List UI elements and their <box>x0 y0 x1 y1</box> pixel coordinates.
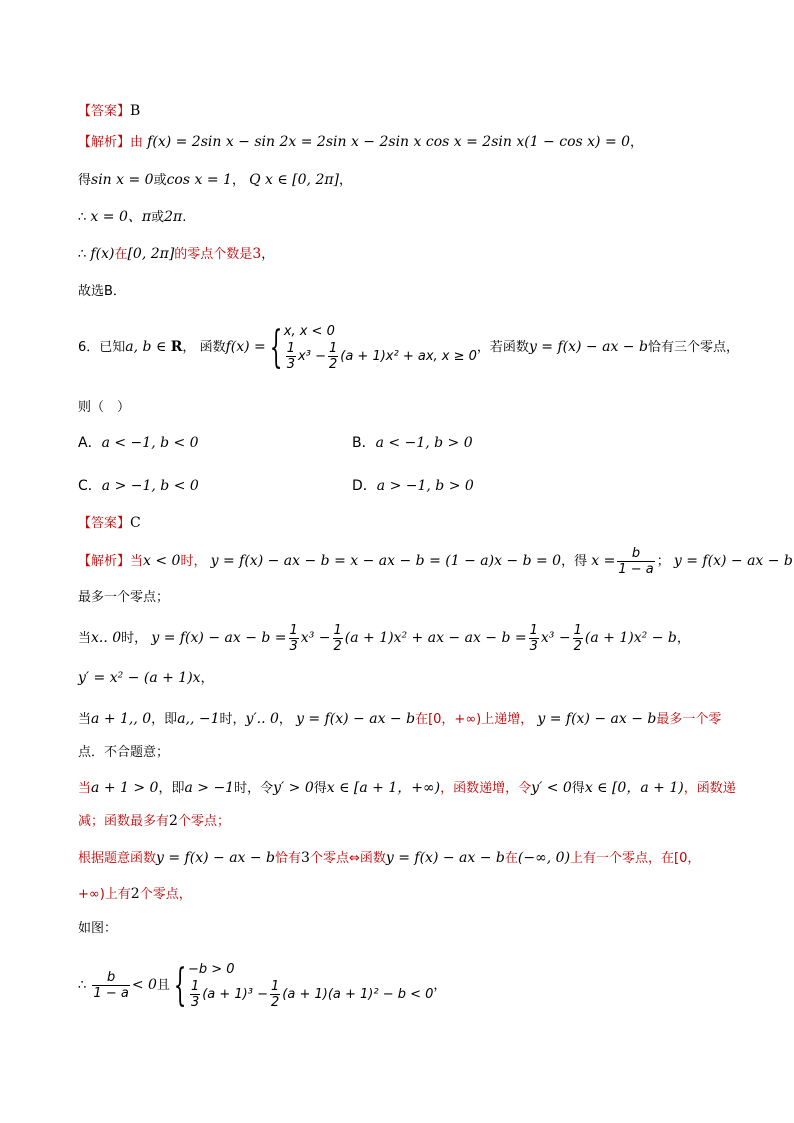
text: ， <box>231 173 245 188</box>
equation: x = 0、 <box>90 209 142 225</box>
text: 个零点⇔函数 <box>309 851 386 866</box>
fraction-num: 1 <box>286 341 296 356</box>
text: 恰有三个零点， <box>647 340 739 355</box>
text: 或 <box>153 173 167 188</box>
equation: (a + 1)x² − b <box>584 630 677 646</box>
q6-analysis-line2: 最多一个零点； <box>78 590 170 605</box>
text: ； <box>656 554 670 569</box>
text: . <box>182 210 187 225</box>
equation: f(x) = <box>225 339 266 355</box>
option-a[interactable] <box>78 433 199 453</box>
text: 且 <box>156 978 170 993</box>
piecewise-cases <box>284 323 477 372</box>
text: ， <box>630 135 644 150</box>
number: 3 <box>252 246 262 262</box>
equation: y′ < 0 <box>531 780 572 796</box>
q6-analysis-line1 <box>78 543 793 580</box>
equation: x < 0 <box>143 553 181 569</box>
q6-analysis-line5 <box>78 709 721 730</box>
text: 得 <box>78 173 92 188</box>
option-c[interactable] <box>78 476 199 496</box>
equation: < 0 <box>131 977 157 993</box>
text: ， <box>182 340 196 355</box>
therefore-symbol: ∴ <box>78 210 87 225</box>
fraction-den: 2 <box>271 995 280 1010</box>
number: 3 <box>301 850 310 866</box>
text: ， <box>676 631 690 646</box>
equation: y = f(x) − ax − b <box>156 850 276 866</box>
text: 由 <box>130 135 144 150</box>
text: 函数 <box>199 340 226 355</box>
q5-answer-line <box>78 101 140 122</box>
text: 当 <box>78 781 92 796</box>
equation: a,, −1 <box>177 711 220 727</box>
text: ，即 <box>158 781 185 796</box>
text: 个零点； <box>177 814 230 829</box>
equation: cos x = 1 <box>166 172 232 188</box>
text: ，得 <box>561 554 588 569</box>
q6-analysis-line10 <box>78 884 192 905</box>
analysis-tag: 【解析】 <box>78 554 131 569</box>
fraction-den: 1 − a <box>93 986 129 1001</box>
text: x³ − <box>298 349 326 364</box>
equation: x ∈ [0，a + 1) <box>584 780 684 796</box>
option-label: C． <box>78 478 102 494</box>
case-1: x, x < 0 <box>283 324 335 339</box>
option-b[interactable] <box>352 433 473 453</box>
option-label: D． <box>352 478 377 494</box>
text: 在[0，+∞)上递增， <box>415 712 534 727</box>
equation: x ∈ [a + 1，+∞) <box>326 780 441 796</box>
equation: a + 1,, 0 <box>91 711 152 727</box>
text: ， <box>200 671 214 686</box>
system-cases <box>188 961 433 1010</box>
text: 恰有 <box>275 851 302 866</box>
equation: y = f(x) − ax − b <box>673 553 793 569</box>
text: (a + 1)³ − <box>202 987 268 1002</box>
text: 时， <box>180 554 207 569</box>
equation: y′ > 0 <box>273 780 314 796</box>
number: 2 <box>169 813 178 829</box>
option-d[interactable] <box>352 476 474 496</box>
q6-analysis-line3: 当x.. 0时， y = f(x) − ax − b = $\frac{1}{3}$ x³ − $\frac{1}{2}$ (a + 1)x² + ax − ax − b = $\frac{1}{3}$ x³ − $\frac{1}{2}$ (a + 1)x² − b， <box>78 623 690 654</box>
left-brace-icon: { <box>173 959 187 1011</box>
case-2 <box>188 979 433 1010</box>
text: 时， <box>219 712 246 727</box>
left-brace-icon: { <box>269 321 283 373</box>
equation: 2π <box>164 209 183 225</box>
q6-analysis-line12 <box>78 955 446 1016</box>
q5-analysis-line1 <box>78 132 643 153</box>
fraction-num: 1 <box>190 979 200 994</box>
text: 在 <box>504 851 518 866</box>
equation: f(x) <box>90 246 115 262</box>
equation: sin x = 0 <box>91 172 154 188</box>
text: ， <box>433 978 447 993</box>
case-2 <box>284 341 477 372</box>
q5-analysis-line4 <box>78 244 274 265</box>
text: (a + 1)(a + 1)² − b < 0 <box>282 987 434 1002</box>
text: 根据题意函数 <box>78 851 157 866</box>
q5-conclusion: 故选B． <box>78 284 126 299</box>
equation: Q x ∈ [0, 2π] <box>249 172 340 188</box>
answer-tag: 【答案】 <box>78 104 131 119</box>
equation: a > −1 <box>184 780 235 796</box>
text: 得 <box>313 781 327 796</box>
text: 当 <box>78 631 92 646</box>
equation: x = <box>591 553 616 569</box>
text: ，若函数 <box>476 340 529 355</box>
equation: x.. 0 <box>91 630 122 646</box>
q6-analysis-line4 <box>78 668 214 689</box>
text: ， <box>278 712 292 727</box>
case-1: −b > 0 <box>187 962 235 977</box>
equation: y′ = x² − (a + 1)x <box>78 670 201 686</box>
option-text: a > −1, b < 0 <box>101 478 199 494</box>
q6-analysis-line9 <box>78 848 700 869</box>
option-label: B． <box>352 435 376 451</box>
answer-value: C <box>130 515 141 531</box>
fraction-den: 2 <box>328 357 338 372</box>
question-number: 6．已知 <box>78 340 126 355</box>
equation: y = f(x) − ax − b <box>528 339 648 355</box>
text: 的零点个数是 <box>174 247 253 262</box>
q6-answer-line <box>78 513 141 534</box>
equation: y = f(x) − ax − b = x − ax − b = (1 − a)x − b = 0 <box>210 553 562 569</box>
real-set-symbol: R <box>170 339 183 355</box>
equation: a, b ∈ <box>125 339 171 355</box>
fraction-den: 1 − a <box>618 562 654 577</box>
equation: (a + 1)x² + ax − ax − b = <box>344 630 527 646</box>
fraction-num: 1 <box>328 341 338 356</box>
equation: y = f(x) − ax − b <box>296 711 416 727</box>
fraction-den: 3 <box>190 995 200 1010</box>
therefore-symbol: ∴ <box>78 978 87 993</box>
equation: y = f(x) − ax − b <box>385 850 505 866</box>
q6-then: 则（ ） <box>78 400 131 415</box>
equation: y = f(x) − ax − b = <box>151 630 287 646</box>
text: ，即 <box>151 712 178 727</box>
fraction-num: b <box>106 970 116 985</box>
option-label: A． <box>78 435 102 451</box>
option-text: a > −1, b > 0 <box>376 478 474 494</box>
text: 个零点， <box>139 887 192 902</box>
fraction-num: b <box>631 546 641 561</box>
equation: x³ − <box>540 630 571 646</box>
text: +∞)上有 <box>78 887 131 902</box>
equation: (−∞, 0) <box>517 850 571 866</box>
q6-stem <box>78 322 739 373</box>
option-text: a < −1, b < 0 <box>101 435 199 451</box>
q6-analysis-line7 <box>78 778 736 799</box>
equation: y = f(x) − ax − b <box>537 711 657 727</box>
answer-tag: 【答案】 <box>78 516 131 531</box>
equation: f(x) = 2sin x − sin 2x = 2sin x − 2sin x cos x = 2sin x(1 − cos x) = 0 <box>147 134 631 150</box>
q6-analysis-line11: 如图： <box>78 921 118 936</box>
q5-analysis-line3 <box>78 207 186 228</box>
text: ，函数递 <box>683 781 736 796</box>
text: 时，令 <box>234 781 274 796</box>
equation: y′.. 0 <box>245 711 279 727</box>
text: ， <box>261 247 275 262</box>
equation: [0, 2π] <box>127 246 175 262</box>
analysis-tag: 【解析】 <box>78 135 131 150</box>
fraction-den: 3 <box>286 357 296 372</box>
therefore-symbol: ∴ <box>78 247 87 262</box>
equation: a + 1 > 0 <box>91 780 159 796</box>
fraction-num: 1 <box>271 979 280 994</box>
equation: π <box>141 209 152 225</box>
text: ，函数递增，令 <box>440 781 532 796</box>
text: 减；函数最多有 <box>78 814 170 829</box>
text: 当 <box>130 554 144 569</box>
number: 2 <box>130 886 140 902</box>
text: ， <box>339 173 353 188</box>
text: 当 <box>78 712 92 727</box>
text: 最多一个零 <box>656 712 722 727</box>
q5-analysis-line2 <box>78 170 352 191</box>
text: 得 <box>571 781 585 796</box>
answer-value: B <box>130 103 141 119</box>
text: 上有一个零点，在[0， <box>570 851 701 866</box>
option-text: a < −1, b > 0 <box>375 435 473 451</box>
equation: x³ − <box>300 630 331 646</box>
text: 在 <box>114 247 128 262</box>
text: 时， <box>121 631 148 646</box>
text: (a + 1)x² + ax, x ≥ 0 <box>340 349 477 364</box>
q6-analysis-line8 <box>78 811 230 832</box>
text: 或 <box>151 210 165 225</box>
q6-analysis-line6: 点．不合题意； <box>78 745 170 760</box>
